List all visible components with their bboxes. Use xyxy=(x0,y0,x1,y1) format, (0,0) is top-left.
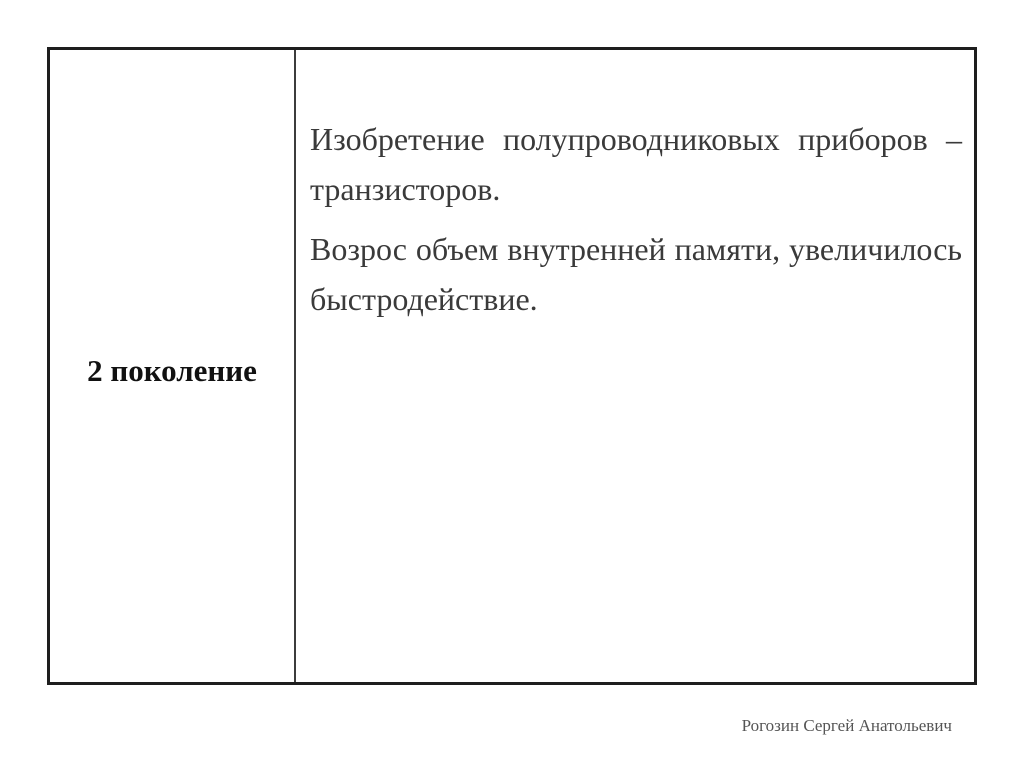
generation-label: 2 поколение xyxy=(87,353,257,388)
generation-table xyxy=(47,47,977,685)
description-paragraph-invention: Изобретение полупроводниковых приборов – транзисторов. xyxy=(310,121,962,207)
description-paragraph-memory: Возрос объем внутренней памяти, увеличилось быстродействие. xyxy=(310,231,962,317)
description-cell xyxy=(296,50,974,682)
generation-cell xyxy=(50,50,296,682)
footer-author: Рогозин Сергей Анатольевич xyxy=(741,716,952,735)
